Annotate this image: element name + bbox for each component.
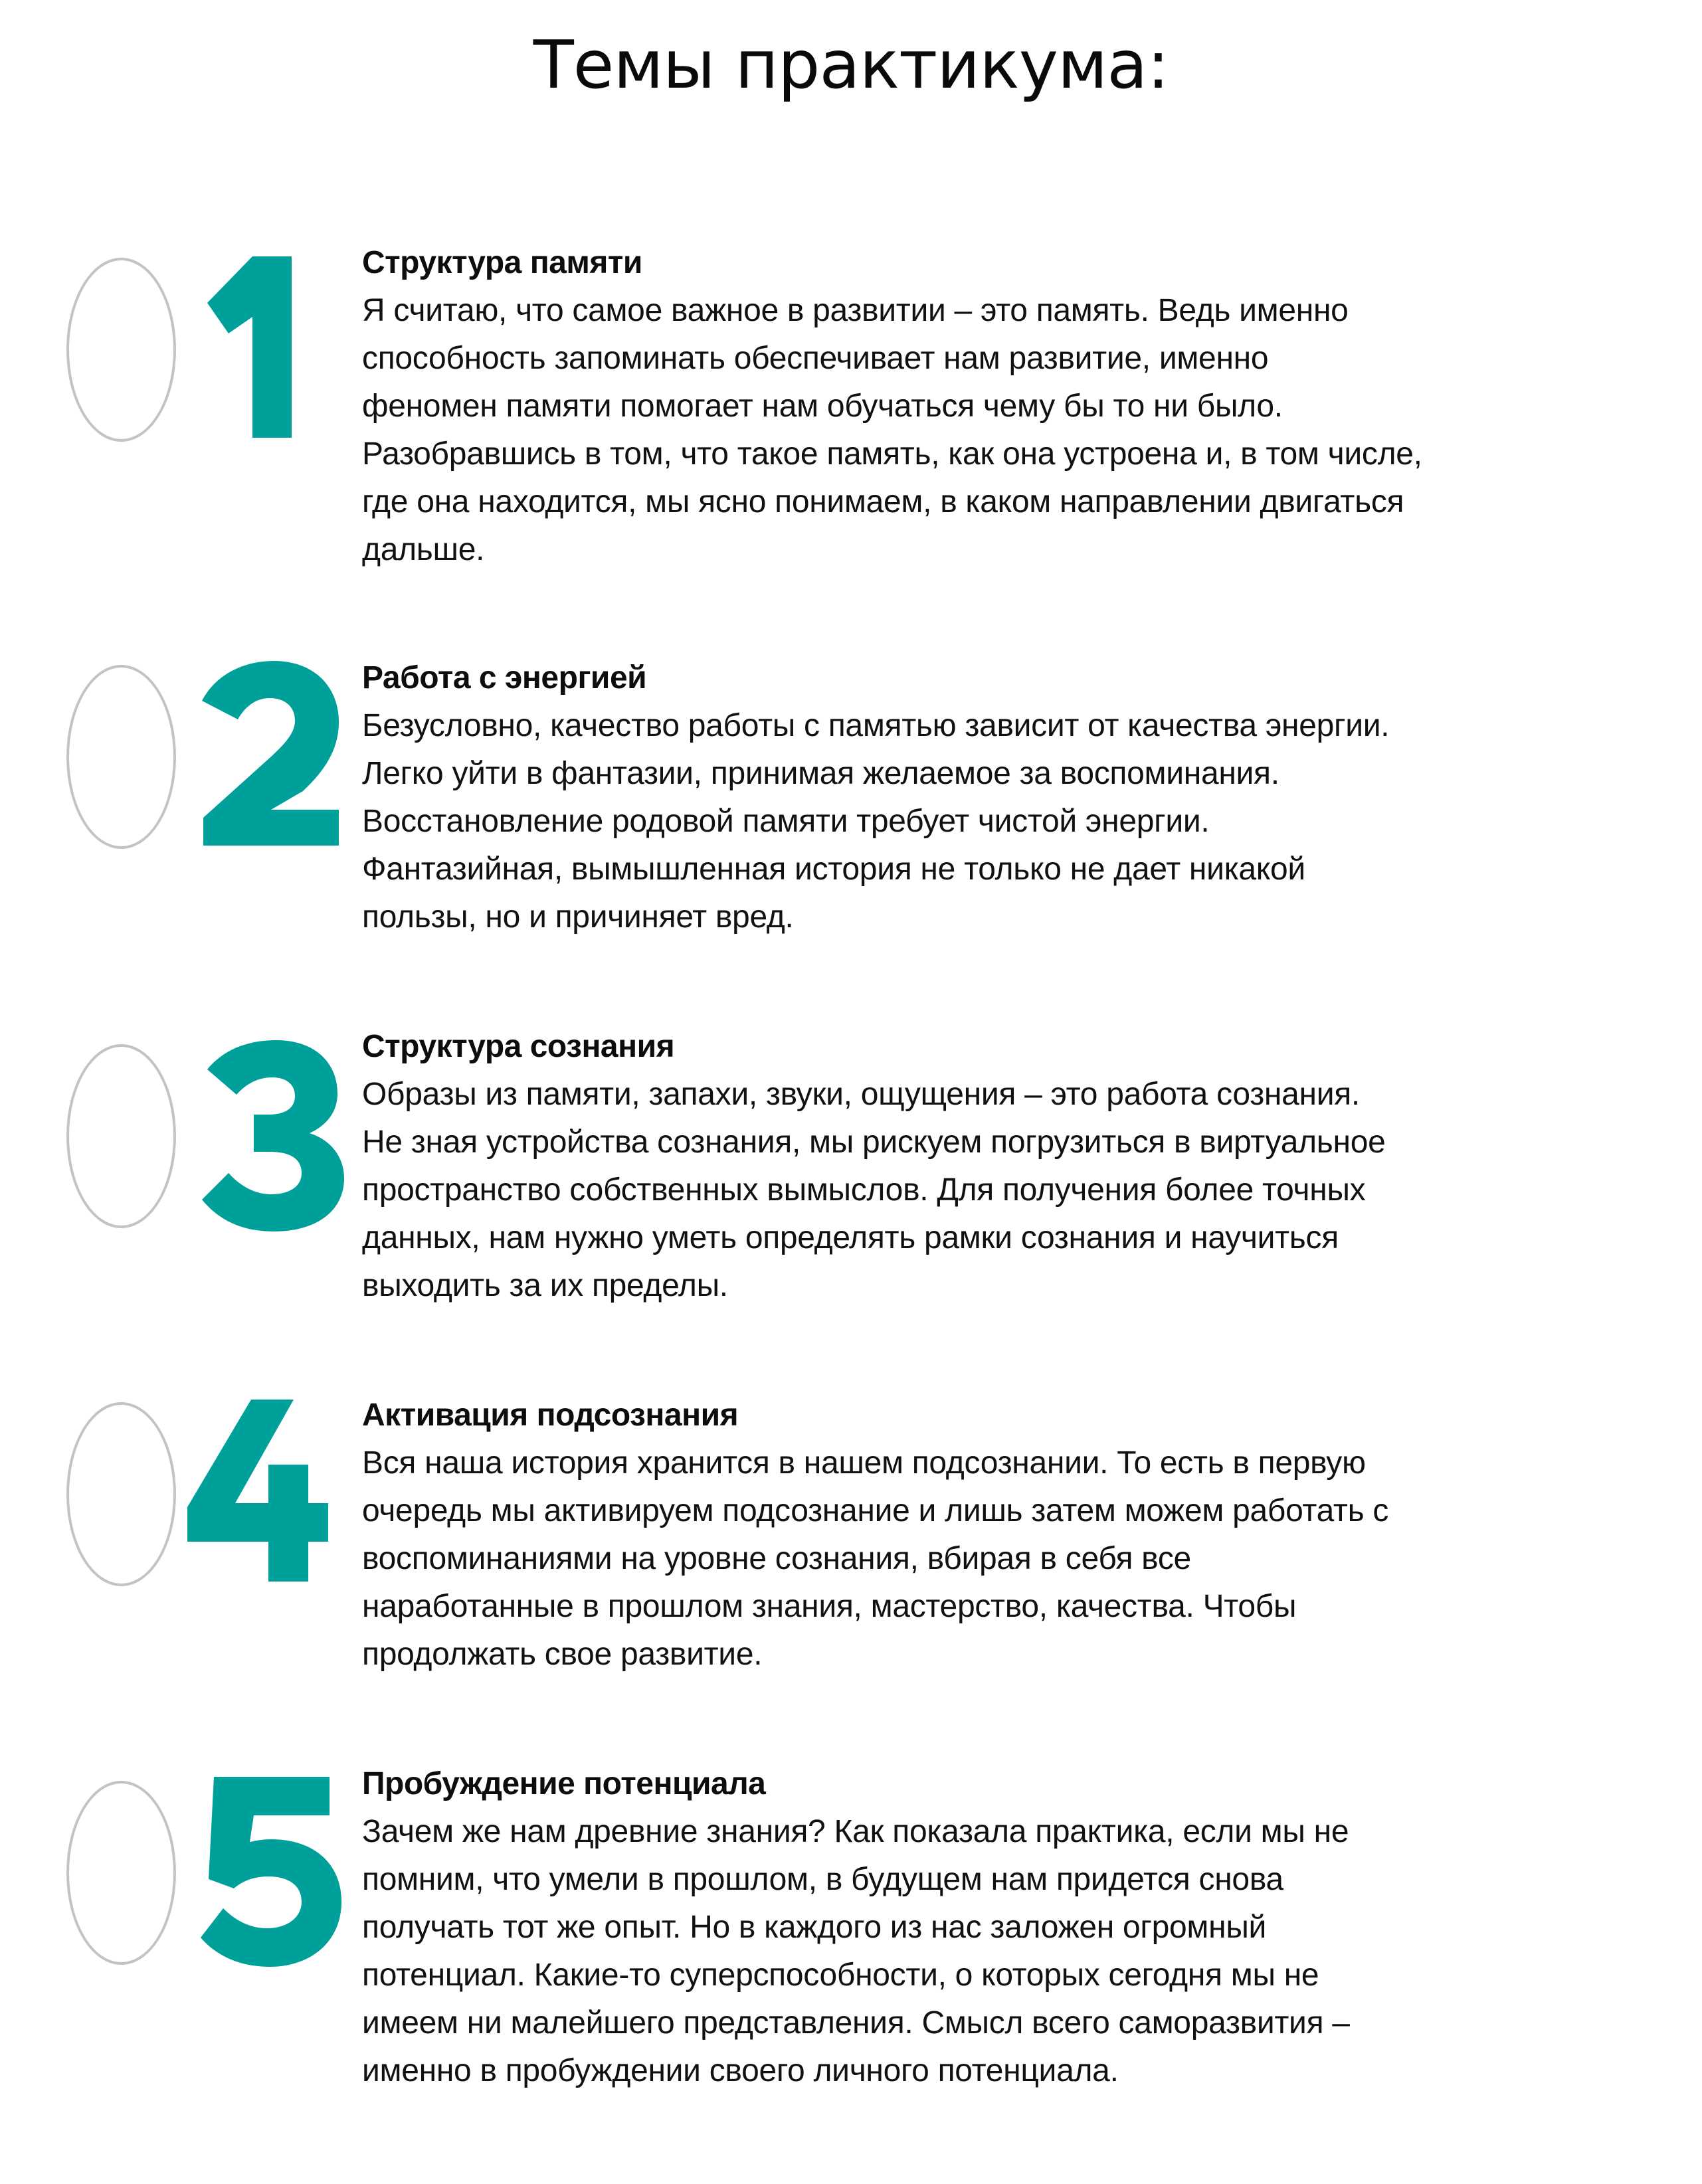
topic-line: где она находится, мы ясно понимаем, в каком направлении двигаться	[362, 484, 1404, 519]
topic-line: пространство собственных вымыслов. Для получения более точных	[362, 1172, 1366, 1208]
topic-line: очередь мы активируем подсознание и лишь затем можем работать с	[362, 1493, 1389, 1528]
digit-five-glyph	[185, 1777, 344, 1969]
zero-outline-digit	[66, 1044, 176, 1228]
page-title: Темы практикума:	[533, 26, 1169, 104]
topic-line: способность запоминать обеспечивает нам развитие, именно	[362, 341, 1269, 376]
topic-number-04	[66, 1398, 345, 1597]
topic-line: наработанные в прошлом знания, мастерство, качества. Чтобы	[362, 1589, 1297, 1624]
topic-text-01	[362, 239, 1664, 574]
zero-outline-digit	[66, 258, 176, 442]
topic-line: имеем ни малейшего представления. Смысл всего саморазвития –	[362, 2005, 1350, 2041]
digit-three-glyph	[185, 1040, 344, 1233]
topic-text-04	[362, 1392, 1664, 1679]
topic-line: выходить за их пределы.	[362, 1268, 728, 1303]
topic-line: помним, что умели в прошлом, в будущем нам придется снова	[362, 1862, 1283, 1897]
topic-title: Работа с энергией	[362, 660, 647, 695]
topic-line: данных, нам нужно уметь определять рамки сознания и научиться	[362, 1220, 1339, 1255]
topic-number-01	[66, 254, 345, 453]
topic-title: Пробуждение потенциала	[362, 1766, 766, 1801]
digit-one-glyph	[185, 254, 344, 446]
digit-two-glyph	[185, 661, 344, 854]
topic-line: Восстановление родовой памяти требует чистой энергии.	[362, 804, 1210, 839]
topic-line: именно в пробуждении своего личного потенциала.	[362, 2053, 1119, 2088]
topic-line: воспоминаниями на уровне сознания, вбирая в себя все	[362, 1541, 1191, 1576]
topic-text-05	[362, 1760, 1664, 2095]
topic-line: продолжать свое развитие.	[362, 1637, 763, 1672]
topic-text-02	[362, 654, 1664, 941]
topic-line: дальше.	[362, 532, 485, 567]
topic-title: Структура памяти	[362, 245, 642, 280]
topic-line: Безусловно, качество работы с памятью зависит от качества энергии.	[362, 708, 1390, 743]
topic-line: пользы, но и причиняет вред.	[362, 899, 794, 935]
topic-text-03	[362, 1023, 1664, 1310]
topic-line: Образы из памяти, запахи, звуки, ощущения – это работа сознания.	[362, 1077, 1360, 1112]
topic-line: Я считаю, что самое важное в развитии – это память. Ведь именно	[362, 293, 1349, 328]
topic-line: Разобравшись в том, что такое память, как она устроена и, в том числе,	[362, 436, 1422, 472]
topic-line: Легко уйти в фантазии, принимая желаемое за воспоминания.	[362, 756, 1279, 791]
zero-outline-digit	[66, 1781, 176, 1965]
topic-number-05	[66, 1777, 345, 1976]
topic-number-03	[66, 1040, 345, 1239]
topic-line: Фантазийная, вымышленная история не только не дает никакой	[362, 852, 1305, 887]
topic-line: Не зная устройства сознания, мы рискуем погрузиться в виртуальное	[362, 1125, 1386, 1160]
topic-number-02	[66, 661, 345, 860]
topic-line: получать тот же опыт. Но в каждого из нас заложен огромный	[362, 1910, 1267, 1945]
topic-line: Вся наша история хранится в нашем подсознании. То есть в первую	[362, 1445, 1366, 1481]
topic-title: Активация подсознания	[362, 1398, 739, 1433]
zero-outline-digit	[66, 1402, 176, 1586]
topic-line: феномен памяти помогает нам обучаться чему бы то ни было.	[362, 389, 1283, 424]
zero-outline-digit	[66, 665, 176, 849]
topic-title: Структура сознания	[362, 1029, 675, 1064]
topic-line: потенциал. Какие-то суперспособности, о которых сегодня мы не	[362, 1957, 1319, 1993]
digit-four-glyph	[185, 1398, 344, 1591]
topic-line: Зачем же нам древние знания? Как показала практика, если мы не	[362, 1814, 1349, 1849]
